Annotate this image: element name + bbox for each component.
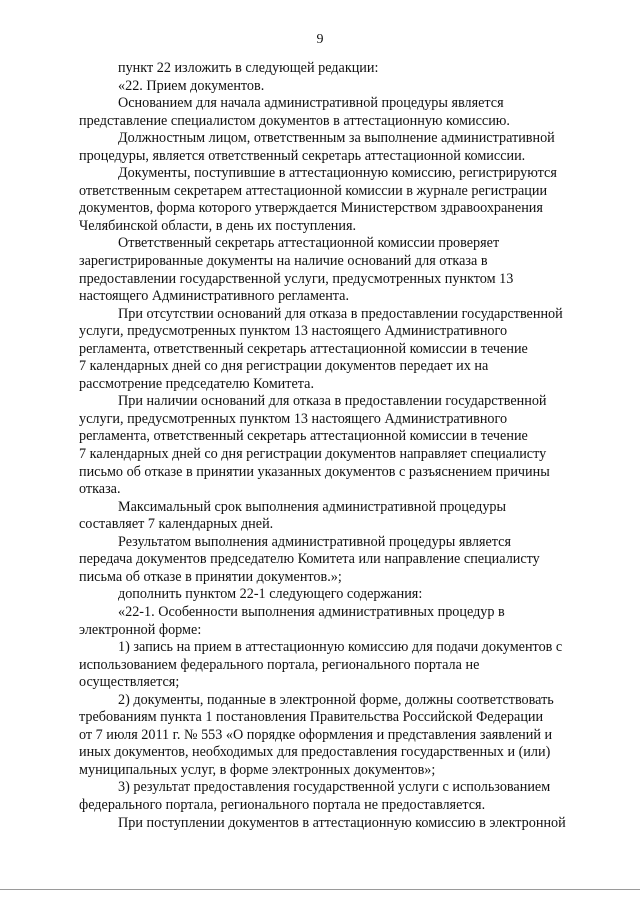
paragraph-2: «22. Прием документов. [118, 77, 265, 94]
paragraph-12: «22-1. Особенности выполнения административных процедур в электронной форме: [79, 603, 505, 638]
paragraph-1: пункт 22 изложить в следующей редакции: [118, 60, 379, 76]
paragraph-5: Документы, поступившие в аттестационную комиссию, регистрируются ответственным секретарем аттестационной комиссии в журнале регистрации документов, форма которого утверждается Министерством здравоохранения Челябинской области, в день их поступления. [79, 165, 557, 234]
paragraph-14: 2) документы, поданные в электронной форме, должны соответствовать требованиям пункта 1 постановления Правительства Российской Федерации от 7 июля 2011 г. № 553 «О порядке оформления и представления заявлений и иных документов, необходимых для предоставления государственных и (или) муниципальных услуг, в форме электронных документов»; [79, 691, 554, 778]
document-body [79, 60, 599, 832]
paragraph-11: дополнить пунктом 22-1 следующего содержания: [118, 586, 423, 603]
paragraph-3: Основанием для начала административной процедуры является представление специалистом документов в аттестационную комиссию. [79, 95, 510, 129]
page-number: 9 [316, 32, 324, 47]
paragraph-8: При наличии оснований для отказа в предоставлении государственной услуги, предусмотренных пунктом 13 настоящего Административного регламента, ответственный секретарь аттестационной комиссии в течение 7 календарных дней со дня регистрации документов направляет специалисту письмо об отказе в принятии указанных документов с разъяснением причины отказа. [79, 393, 550, 498]
paragraph-4: Должностным лицом, ответственным за выполнение административной процедуры, является ответственный секретарь аттестационной комиссии. [79, 130, 555, 164]
paragraph-10: Результатом выполнения административной процедуры является передача документов председателю Комитета или направление специалисту письма об отказе в принятии документов.»; [79, 533, 540, 585]
paragraph-6: Ответственный секретарь аттестационной комиссии проверяет зарегистрированные документы на наличие оснований для отказа в предоставлении государственной услуги, предусмотренных пунктом 13 настоящего Административного регламента. [79, 235, 514, 305]
paragraph-9: Максимальный срок выполнения административной процедуры составляет 7 календарных дней. [79, 498, 507, 533]
paragraph-16: При поступлении документов в аттестационную комиссию в электронной [118, 814, 566, 831]
paragraph-15: 3) результат предоставления государственной услуги с использованием федерального портала, регионального портала не предоставляется. [79, 779, 551, 813]
bottom-scan-line [0, 889, 640, 890]
paragraph-13: 1) запись на прием в аттестационную комиссию для подачи документов с использованием федерального портала, регионального портала не осуществляется; [79, 639, 563, 691]
paragraph-7: При отсутствии оснований для отказа в предоставлении государственной услуги, предусмотренных пунктом 13 настоящего Административного регламента, ответственный секретарь аттестационной комиссии в течение 7 календарных дней со дня регистрации документов передает их на рассмотрение председателю Комитета. [79, 305, 563, 392]
